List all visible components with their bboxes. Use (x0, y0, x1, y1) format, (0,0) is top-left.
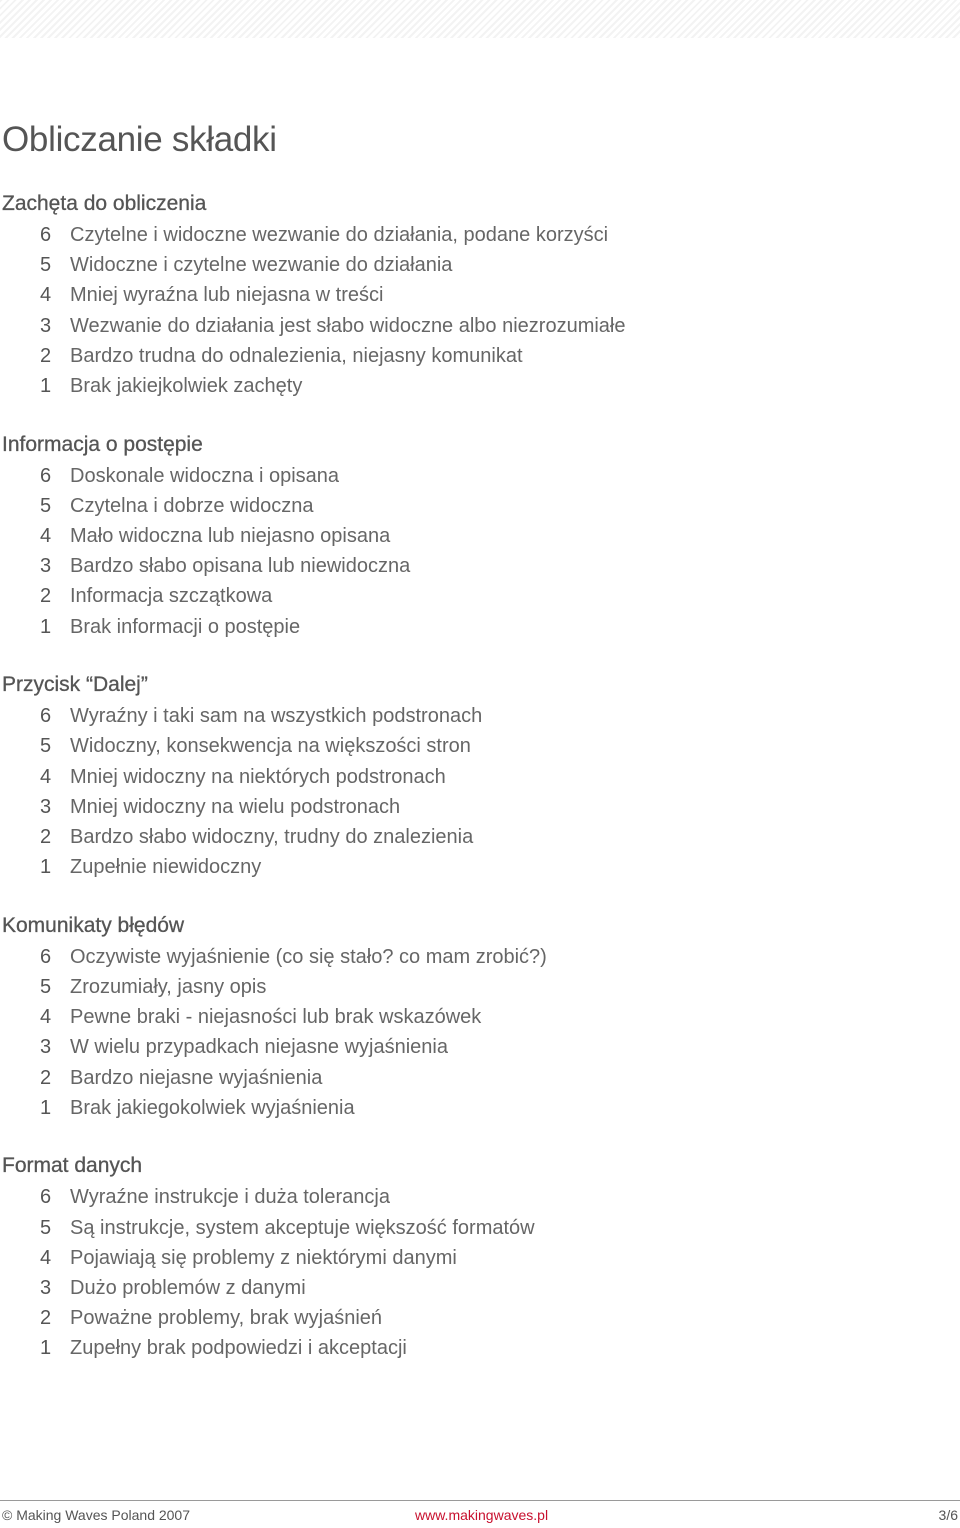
footer-page-number: 3/6 (938, 1507, 958, 1523)
item-text: Informacja szczątkowa (70, 585, 273, 608)
item-text: Widoczne i czytelne wezwanie do działania (70, 254, 453, 277)
item-score: 4 (40, 284, 52, 307)
list-item (2, 701, 942, 731)
list-item (2, 311, 942, 341)
item-text: Bardzo trudna do odnalezienia, niejasny komunikat (70, 344, 523, 367)
item-score: 6 (40, 224, 52, 246)
list-item (2, 1182, 942, 1212)
item-text: Mało widoczna lub niejasno opisana (70, 524, 391, 547)
list-item (2, 581, 942, 611)
list-item (2, 1032, 942, 1062)
list-item (2, 551, 942, 581)
item-text: Bardzo słabo widoczny, trudny do znalezienia (70, 825, 474, 848)
list-item (2, 731, 942, 761)
item-score: 5 (40, 494, 52, 517)
item-text: Doskonale widoczna i opisana (70, 464, 340, 487)
list-item (2, 1333, 942, 1363)
section-progress-info (2, 429, 942, 670)
list-item (2, 852, 942, 882)
item-text: Brak informacji o postępie (70, 615, 301, 638)
section-title: Informacja o postępie (2, 432, 203, 456)
item-score: 4 (40, 765, 52, 788)
list-item (2, 762, 942, 792)
section-title: Komunikaty błędów (2, 913, 185, 937)
item-score: 6 (40, 705, 52, 728)
item-score: 2 (40, 585, 52, 608)
item-score: 1 (40, 374, 52, 397)
section-title: Format danych (2, 1154, 143, 1178)
item-score: 4 (40, 1246, 52, 1269)
list-item (2, 1002, 942, 1032)
item-text: Bardzo słabo opisana lub niewidoczna (70, 555, 411, 578)
item-text: Są instrukcje, system akceptuje większość formatów (70, 1216, 535, 1239)
list-item (2, 612, 942, 642)
list-item (2, 250, 942, 280)
item-score: 5 (40, 975, 52, 998)
list-item (2, 1243, 942, 1273)
list-item (2, 1093, 942, 1123)
item-score: 5 (40, 735, 52, 758)
item-text: Poważne problemy, brak wyjaśnień (70, 1307, 383, 1330)
item-text: Wyraźne instrukcje i duża tolerancja (70, 1186, 390, 1209)
footer-website-link[interactable]: www.makingwaves.pl (415, 1507, 549, 1523)
item-score: 1 (40, 615, 52, 638)
section-title: Przycisk “Dalej” (2, 673, 148, 697)
list-item (2, 461, 942, 491)
item-text: Brak jakiegokolwiek wyjaśnienia (70, 1096, 355, 1119)
list-item (2, 220, 942, 250)
item-score: 3 (40, 1036, 52, 1059)
item-score: 6 (40, 1186, 52, 1209)
section-cta (2, 188, 942, 429)
item-text: Mniej wyraźna lub niejasna w treści (70, 284, 384, 307)
footer (0, 1502, 960, 1528)
item-text: Pojawiają się problemy z niektórymi danymi (70, 1246, 457, 1269)
footer-copyright: © Making Waves Poland 2007 (2, 1507, 191, 1523)
section-error-messages (2, 910, 942, 1151)
item-text: Mniej widoczny na wielu podstronach (70, 795, 401, 818)
item-score: 3 (40, 795, 52, 818)
list-item (2, 792, 942, 822)
score-criteria (2, 188, 942, 1391)
item-score: 1 (40, 1337, 52, 1360)
item-text: Widoczny, konsekwencja na większości stron (70, 735, 471, 758)
item-score: 3 (40, 314, 52, 337)
item-text: Czytelne i widoczne wezwanie do działania, podane korzyści (70, 224, 609, 246)
item-text: Czytelna i dobrze widoczna (70, 494, 314, 517)
list-item (2, 280, 942, 310)
item-score: 2 (40, 1307, 52, 1330)
section-data-format (2, 1150, 942, 1391)
page-title: Obliczanie składki (2, 120, 277, 159)
item-score: 5 (40, 1216, 52, 1239)
item-score: 6 (40, 945, 52, 968)
section-title: Zachęta do obliczenia (2, 192, 207, 215)
item-score: 3 (40, 555, 52, 578)
item-text: Zupełny brak podpowiedzi i akceptacji (70, 1337, 407, 1360)
list-item (2, 1273, 942, 1303)
item-score: 2 (40, 825, 52, 848)
item-text: Wyraźny i taki sam na wszystkich podstronach (70, 705, 483, 728)
list-item (2, 341, 942, 371)
item-score: 4 (40, 1006, 52, 1029)
item-text: Brak jakiejkolwiek zachęty (70, 374, 303, 397)
list-item (2, 1063, 942, 1093)
list-item (2, 521, 942, 551)
item-text: Dużo problemów z danymi (70, 1276, 306, 1299)
item-score: 2 (40, 1066, 52, 1089)
item-text: Pewne braki - niejasności lub brak wskazówek (70, 1006, 482, 1029)
footer-divider (0, 1500, 960, 1501)
item-score: 1 (40, 856, 52, 879)
list-item (2, 822, 942, 852)
list-item (2, 1303, 942, 1333)
item-text: Wezwanie do działania jest słabo widoczne albo niezrozumiałe (70, 314, 626, 337)
item-score: 6 (40, 464, 52, 487)
item-text: W wielu przypadkach niejasne wyjaśnienia (70, 1036, 448, 1059)
list-item (2, 972, 942, 1002)
header-pattern-band (0, 0, 960, 38)
item-text: Mniej widoczny na niektórych podstronach (70, 765, 446, 788)
item-text: Zrozumiały, jasny opis (70, 975, 267, 998)
item-text: Bardzo niejasne wyjaśnienia (70, 1066, 323, 1089)
item-score: 2 (40, 344, 52, 367)
item-score: 3 (40, 1276, 52, 1299)
list-item (2, 1213, 942, 1243)
item-text: Zupełnie niewidoczny (70, 856, 262, 879)
item-score: 1 (40, 1096, 52, 1119)
item-score: 5 (40, 254, 52, 277)
list-item (2, 491, 942, 521)
list-item (2, 371, 942, 401)
section-next-button (2, 669, 942, 910)
item-score: 4 (40, 524, 52, 547)
item-text: Oczywiste wyjaśnienie (co się stało? co mam zrobić?) (70, 945, 547, 968)
list-item (2, 942, 942, 972)
